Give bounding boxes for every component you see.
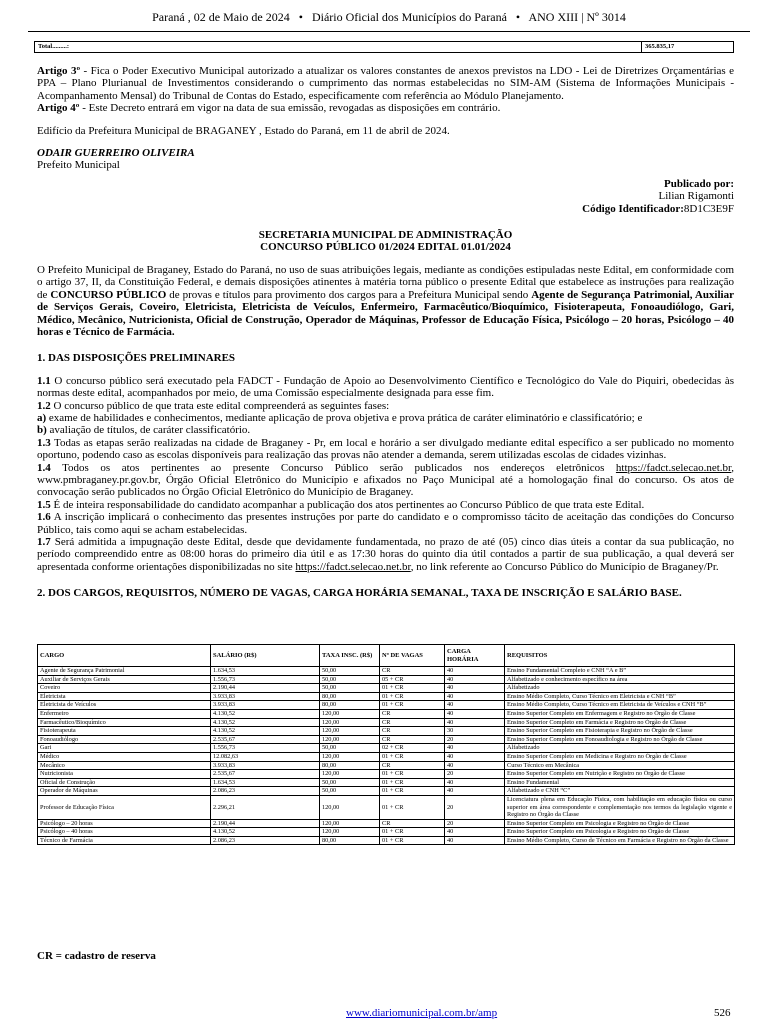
table-row xyxy=(38,819,735,828)
salario-cell: 3.933,83 xyxy=(211,761,320,770)
section-2-title: 2. DOS CARGOS, REQUISITOS, NÚMERO DE VAGAS, CARGA HORÁRIA SEMANAL, TAXA DE INSCRIÇÃO E SALÁRIO BASE. xyxy=(37,587,682,600)
header-journal: Diário Oficial dos Municípios do Paraná xyxy=(311,10,507,24)
vagas-cell: 01 + CR xyxy=(380,778,445,787)
vagas-cell: CR xyxy=(380,718,445,727)
cargo-cell: Professor de Educação Física xyxy=(38,795,211,819)
cargo-cell: Mecânico xyxy=(38,761,211,770)
salario-cell: 12.082,63 xyxy=(211,752,320,761)
salario-cell: 4.130,52 xyxy=(211,709,320,718)
publication-code: Código Identificador:8D1C3E9F xyxy=(582,202,734,215)
fadct-link[interactable]: https://fadct.selecao.net.br xyxy=(295,560,411,573)
salario-cell: 2.086,23 xyxy=(211,836,320,845)
salario-cell: 1.634,53 xyxy=(211,667,320,676)
table-row xyxy=(38,684,735,693)
salario-cell: 2.086,23 xyxy=(211,787,320,796)
table-row xyxy=(38,836,735,845)
requisitos-cell: Ensino Fundamental xyxy=(505,778,735,787)
taxa-cell: 50,00 xyxy=(320,787,380,796)
item-1-5: 1.5 É de inteira responsabilidade do candidato acompanhar a publicação dos atos pertinentes ao Concurso Público de que trata este Edital. xyxy=(37,498,645,511)
col-header-carga: CARGA HORÁRIA xyxy=(445,645,505,667)
cargo-cell: Agente de Segurança Patrimonial xyxy=(38,667,211,676)
requisitos-cell: Alfabetizado e CNH “C” xyxy=(505,787,735,796)
cargo-cell: Psicólogo – 20 horas xyxy=(38,819,211,828)
table-row xyxy=(38,718,735,727)
item-1-1: 1.1 O concurso público será executado pela FADCT - Fundação de Apoio ao Desenvolvimento Científico e Tecnológico do Vale do Piquiri, obedecidas às normas deste edital, acompanhados por meio, de uma Comissão especialmente designada para esse fim. xyxy=(37,374,734,400)
col-header-vagas: Nº DE VAGAS xyxy=(380,645,445,667)
taxa-cell: 50,00 xyxy=(320,675,380,684)
taxa-cell: 120,00 xyxy=(320,727,380,736)
footer-url-link[interactable]: www.diariomunicipal.com.br/amp xyxy=(346,1007,498,1019)
article-3: Artigo 3º - Fica o Poder Executivo Municipal autorizado a atualizar os valores constantes de anexos previstos na LDO - Lei de Diretrizes Orçamentárias e PPA – Plano Plurianual de Investimentos considerando o cumprimento das normas estabelecidas no SIM-AM (Sistema de Informações Municipais - Acompanhamento Mensal) do Tribunal de Contas do Estado, especificamente com referência ao Módulo Planejamento. xyxy=(37,65,734,102)
taxa-cell: 120,00 xyxy=(320,718,380,727)
cargo-cell: Fisioterapeuta xyxy=(38,727,211,736)
carga-cell: 40 xyxy=(445,778,505,787)
carga-cell: 30 xyxy=(445,727,505,736)
salario-cell: 1.556,73 xyxy=(211,675,320,684)
cargo-cell: Fonoaudiólogo xyxy=(38,735,211,744)
cargo-cell: Eletricista de Veículos xyxy=(38,701,211,710)
cargo-cell: Eletricista xyxy=(38,692,211,701)
item-b: b) avaliação de títulos, de caráter classificatório. xyxy=(37,424,251,437)
requisitos-cell: Alfabetizado xyxy=(505,744,735,753)
vagas-cell: 01 + CR xyxy=(380,787,445,796)
taxa-cell: 120,00 xyxy=(320,770,380,779)
table-row xyxy=(38,735,735,744)
salario-cell: 4.130,52 xyxy=(211,727,320,736)
document-body xyxy=(37,65,734,600)
item-a: a) exame de habilidades e conhecimentos, mediante aplicação de prova objetiva e prova prática de caráter eliminatório e classificatório; e xyxy=(37,411,643,424)
table-row xyxy=(38,752,735,761)
table-row xyxy=(38,770,735,779)
page-number: 526 xyxy=(714,1007,731,1019)
article-4: Artigo 4º - Este Decreto entrará em vigor na data de sua emissão, revogadas as disposições em contrário. xyxy=(37,102,501,115)
requisitos-cell: Alfabetizado e conhecimento específico na área xyxy=(505,675,735,684)
item-1-2: 1.2 O concurso público de que trata este edital compreenderá as seguintes fases: xyxy=(37,399,390,412)
requisitos-cell: Ensino Superior Completo em Medicina e Registro no Órgão de Classe xyxy=(505,752,735,761)
requisitos-cell: Ensino Superior Completo em Psicologia e Registro no Órgão de Classe xyxy=(505,819,735,828)
cargo-cell: Oficial de Construção xyxy=(38,778,211,787)
carga-cell: 40 xyxy=(445,709,505,718)
section-1-title: 1. DAS DISPOSIÇÕES PRELIMINARES xyxy=(37,352,236,365)
table-row xyxy=(38,787,735,796)
requisitos-cell: Alfabetizado xyxy=(505,684,735,693)
vagas-cell: 01 + CR xyxy=(380,795,445,819)
vagas-cell: 01 + CR xyxy=(380,828,445,837)
taxa-cell: 50,00 xyxy=(320,778,380,787)
vagas-cell: CR xyxy=(380,819,445,828)
total-value: 365.835,17 xyxy=(641,42,733,52)
carga-cell: 40 xyxy=(445,828,505,837)
signer-name: ODAIR GUERREIRO OLIVEIRA xyxy=(37,147,195,160)
cargo-cell: Auxiliar de Serviços Gerais xyxy=(38,675,211,684)
taxa-cell: 50,00 xyxy=(320,744,380,753)
requisitos-cell: Ensino Superior Completo em Fisioterapia e Registro no Órgão de Classe xyxy=(505,727,735,736)
publication-label: Publicado por: xyxy=(664,177,734,190)
taxa-cell: 50,00 xyxy=(320,667,380,676)
table-row xyxy=(38,828,735,837)
taxa-cell: 80,00 xyxy=(320,692,380,701)
cargo-cell: Técnico de Farmácia xyxy=(38,836,211,845)
carga-cell: 40 xyxy=(445,684,505,693)
carga-cell: 20 xyxy=(445,735,505,744)
salario-cell: 1.634,53 xyxy=(211,778,320,787)
col-header-taxa: TAXA INSC. (R$) xyxy=(320,645,380,667)
item-1-7: 1.7 Será admitida a impugnação deste Edital, desde que devidamente fundamentada, no prazo de até (05) cinco dias úteis a contar da sua publicação, no período compreendido entre as 08:00 horas do primeiro dia útil e as 17:30 horas do quinto dia útil contados a partir de sua publicação, a qual deverá ser apresentada conforme orientações disponibilizadas no site https://fadct.selecao.net.br, no link referente ao Concurso Público do Município de Braganey/Pr. xyxy=(37,536,734,573)
carga-cell: 20 xyxy=(445,795,505,819)
requisitos-cell: Ensino Médio Completo, Curso de Técnico em Farmácia e Registro no Órgão da Classe xyxy=(505,836,735,845)
salario-cell: 3.933,83 xyxy=(211,692,320,701)
article-4-label: Artigo 4º xyxy=(37,102,80,115)
taxa-cell: 80,00 xyxy=(320,836,380,845)
salario-cell: 2.190,44 xyxy=(211,819,320,828)
total-label: Total.........: xyxy=(38,43,69,50)
vagas-cell: 02 + CR xyxy=(380,744,445,753)
salario-cell: 4.130,52 xyxy=(211,828,320,837)
carga-cell: 40 xyxy=(445,787,505,796)
table-row xyxy=(38,795,735,819)
item-1-6: 1.6 A inscrição implicará o conhecimento das presentes instruções por parte do candidato e o compromisso tácito de aceitação das condições do Concurso Público, tais como aqui se acham estabelecidas. xyxy=(37,511,734,536)
carga-cell: 40 xyxy=(445,667,505,676)
salario-cell: 2.296,21 xyxy=(211,795,320,819)
table-body xyxy=(38,667,735,845)
requisitos-cell: Licenciatura plena em Educação Física, com habilitação em educação física ou curso superior em área correspondente e complementação nos termos da legislação vigente e Registro no Órgão da Classe xyxy=(505,795,735,819)
taxa-cell: 80,00 xyxy=(320,701,380,710)
taxa-cell: 120,00 xyxy=(320,819,380,828)
cargo-cell: Psicólogo – 40 horas xyxy=(38,828,211,837)
taxa-cell: 120,00 xyxy=(320,828,380,837)
requisitos-cell: Ensino Superior Completo em Nutrição e Registro no Órgão de Classe xyxy=(505,770,735,779)
vagas-cell: 01 + CR xyxy=(380,752,445,761)
requisitos-cell: Ensino Superior Completo em Enfermagem e Registro no Órgão de Classe xyxy=(505,709,735,718)
header-bullet: • xyxy=(298,10,303,24)
vagas-cell: CR xyxy=(380,667,445,676)
carga-cell: 20 xyxy=(445,770,505,779)
requisitos-cell: Ensino Fundamental Completo e CNH “A e B” xyxy=(505,667,735,676)
taxa-cell: 120,00 xyxy=(320,709,380,718)
carga-cell: 40 xyxy=(445,744,505,753)
vagas-cell: CR xyxy=(380,709,445,718)
carga-cell: 40 xyxy=(445,692,505,701)
requisitos-cell: Ensino Médio Completo, Curso Técnico em Eletricista de Veículos e CNH “B” xyxy=(505,701,735,710)
vagas-cell: CR xyxy=(380,727,445,736)
header-bullet: • xyxy=(515,10,521,24)
taxa-cell: 120,00 xyxy=(320,752,380,761)
col-header-salario: SALÁRIO (R$) xyxy=(211,645,320,667)
vagas-cell: 01 + CR xyxy=(380,692,445,701)
notice-department: SECRETARIA MUNICIPAL DE ADMINISTRAÇÃO xyxy=(258,229,513,242)
fadct-link[interactable]: https://fadct.selecao.net.br xyxy=(615,461,732,474)
carga-cell: 40 xyxy=(445,836,505,845)
col-header-cargo: CARGO xyxy=(38,645,211,667)
table-row xyxy=(38,667,735,676)
cargo-cell: Operador de Máquinas xyxy=(38,787,211,796)
place-date: Edifício da Prefeitura Municipal de BRAGANEY , Estado do Paraná, em 11 de abril de 2024. xyxy=(37,124,450,137)
notice-title: CONCURSO PÚBLICO 01/2024 EDITAL 01.01/2024 xyxy=(260,241,511,254)
table-row xyxy=(38,778,735,787)
salario-cell: 2.535,67 xyxy=(211,770,320,779)
col-header-requisitos: REQUISITOS xyxy=(505,645,735,667)
notice-intro: O Prefeito Municipal de Braganey, Estado do Paraná, no uso de suas atribuições legais, mediante as condições estipuladas neste Edital, em conformidade com o artigo 37, II, da Constituição Federal, e demais disposições atinentes à matéria torna público o presente Edital que estabelece as instruções para realização de CONCURSO PÚBLICO de provas e títulos para provimento dos cargos para a Prefeitura Municipal sendo Agente de Segurança Patrimonial, Auxiliar de Serviços Gerais, Coveiro, Eletricista, Eletricista de Veículos, Enfermeiro, Farmacêutico/Bioquímico, Fisioterapeuta, Fonoaudiólogo, Gari, Médico, Mecânico, Nutricionista, Oficial de Construção, Operador de Máquinas, Professor de Educação Física, Psicólogo – 20 horas, Psicólogo – 40 horas e Técnico de Farmácia. xyxy=(37,263,734,338)
salario-cell: 1.556,73 xyxy=(211,744,320,753)
vagas-cell: 01 + CR xyxy=(380,684,445,693)
article-3-label: Artigo 3º xyxy=(37,65,81,77)
table-row xyxy=(38,701,735,710)
carga-cell: 40 xyxy=(445,675,505,684)
requisitos-cell: Ensino Superior Completo em Farmácia e Registro no Órgão de Classe xyxy=(505,718,735,727)
total-row xyxy=(34,41,734,53)
table-row xyxy=(38,744,735,753)
cargo-cell: Médico xyxy=(38,752,211,761)
table-row xyxy=(38,675,735,684)
requisitos-cell: Ensino Superior Completo em Psicologia e Registro no Órgão de Classe xyxy=(505,828,735,837)
table-row xyxy=(38,727,735,736)
item-1-4: 1.4 Todos os atos pertinentes ao presente Concurso Público serão publicados nos endereços eletrônicos https://fadct.selecao.net.br, www.pmbraganey.pr.gov.br, Órgão Oficial Eletrônico do Município e afixados no Paço Municipal até a homologação final do concurso. Os atos de convocação serão publicados no Órgão Oficial Eletrônico do Município de Braganey. xyxy=(37,461,734,499)
requisitos-cell: Ensino Superior Completo em Fonoaudiologia e Registro no Órgão de Classe xyxy=(505,735,735,744)
positions-table xyxy=(37,644,735,845)
item-1-3: 1.3 Todas as etapas serão realizadas na cidade de Braganey - Pr, em local e horário a ser divulgado mediante edital específico a ser publicado no momento oportuno, podendo caso as escolas disponíveis para realização das provas não atender a demanda, serem utilizadas escolas de cidades vizinhas. xyxy=(37,436,734,462)
carga-cell: 40 xyxy=(445,718,505,727)
taxa-cell: 80,00 xyxy=(320,761,380,770)
salario-cell: 2.535,67 xyxy=(211,735,320,744)
cargo-cell: Farmacêutico/Bioquímico xyxy=(38,718,211,727)
requisitos-cell: Ensino Médio Completo, Curso Técnico em Eletricista e CNH “B” xyxy=(505,692,735,701)
signer-role: Prefeito Municipal xyxy=(37,159,120,172)
salario-cell: 4.130,52 xyxy=(211,718,320,727)
cargo-cell: Nutricionista xyxy=(38,770,211,779)
carga-cell: 40 xyxy=(445,752,505,761)
table-header-row xyxy=(38,645,735,667)
table-row xyxy=(38,761,735,770)
page-header xyxy=(28,8,750,32)
taxa-cell: 50,00 xyxy=(320,684,380,693)
carga-cell: 40 xyxy=(445,701,505,710)
header-date: Paraná , 02 de Maio de 2024 xyxy=(152,10,290,24)
requisitos-cell: Curso Técnico em Mecânica xyxy=(505,761,735,770)
salario-cell: 2.190,44 xyxy=(211,684,320,693)
carga-cell: 20 xyxy=(445,819,505,828)
cargo-cell: Gari xyxy=(38,744,211,753)
taxa-cell: 120,00 xyxy=(320,795,380,819)
vagas-cell: CR xyxy=(380,735,445,744)
vagas-cell: 05 + CR xyxy=(380,675,445,684)
table-row xyxy=(38,692,735,701)
salario-cell: 3.933,83 xyxy=(211,701,320,710)
cargo-cell: Coveiro xyxy=(38,684,211,693)
vagas-cell: 01 + CR xyxy=(380,701,445,710)
vagas-cell: 01 + CR xyxy=(380,836,445,845)
cargo-cell: Enfermeiro xyxy=(38,709,211,718)
carga-cell: 40 xyxy=(445,761,505,770)
cr-note: CR = cadastro de reserva xyxy=(37,950,156,962)
publication-name: Lilian Rigamonti xyxy=(658,190,734,203)
vagas-cell: 01 + CR xyxy=(380,770,445,779)
header-edition: ANO XIII | Nº 3014 xyxy=(528,10,626,24)
vagas-cell: CR xyxy=(380,761,445,770)
taxa-cell: 120,00 xyxy=(320,735,380,744)
table-row xyxy=(38,709,735,718)
